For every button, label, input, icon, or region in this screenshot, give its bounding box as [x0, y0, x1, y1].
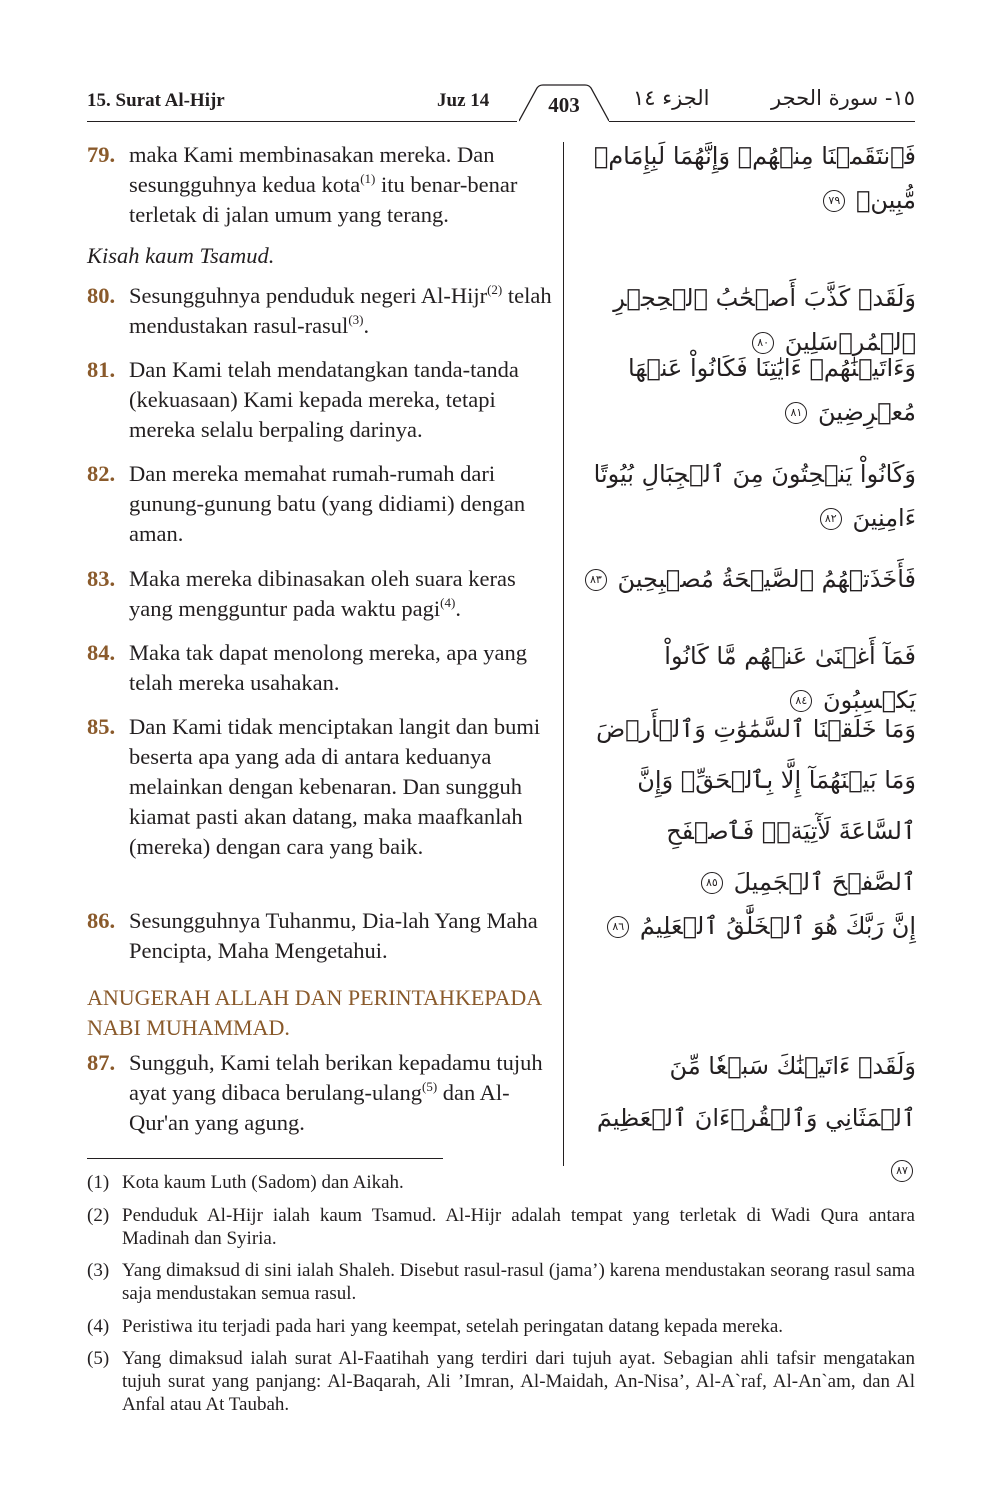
- verse-80: [87, 281, 557, 341]
- verse-text: Dan Kami tidak menciptakan langit dan bumi beserta apa yang ada di antara keduanya melainkan dengan kebenaran. Dan sungguh kiamat pasti akan datang, maka maafkanlah (mereka) dengan cara yang baik.: [129, 714, 541, 859]
- section-title: ANUGERAH ALLAH DAN PERINTAHKEPADA NABI MUHAMMAD.: [87, 985, 541, 1040]
- verse-82: [87, 459, 557, 549]
- verse-end-marker: ٨١: [785, 402, 807, 424]
- footnote-number: (3): [87, 1260, 110, 1281]
- arabic-verse-81: وَءَاتَيۡنَٰهُمۡ ءَايَٰتِنَا فَكَانُواْ عَنۡهَا مُعۡرِضِينَ ٨١: [628, 354, 916, 426]
- footnote-5: [87, 1347, 915, 1416]
- arabic-verse-86: إِنَّ رَبَّكَ هُوَ ٱلۡخَلَّٰقُ ٱلۡعَلِيمُ ٨٦: [578, 904, 916, 948]
- footnote-ref: (3): [348, 312, 364, 327]
- verse-text: Sesungguhnya penduduk negeri Al-Hijr$^{(2)}$ telah mendustakan rasul-rasul$^{(3)}$.: [129, 282, 552, 338]
- verse-number: 84.: [87, 640, 116, 665]
- arabic-verse-82: وَكَانُواْ يَنۡحِتُونَ مِنَ ٱلۡجِبَالِ بُيُوتًا ءَامِنِينَ ٨٢: [593, 460, 916, 532]
- verse-number: 83.: [87, 566, 116, 591]
- header-surah-title: 15. Surat Al-Hijr: [87, 90, 225, 111]
- verse-83: [87, 564, 557, 624]
- verse-85: [87, 712, 557, 862]
- verse-text: Sesungguhnya Tuhanmu, Dia-lah Yang Maha Pencipta, Maha Mengetahui.: [129, 908, 538, 963]
- verse-79: [87, 140, 557, 230]
- footnote-4: [87, 1315, 915, 1338]
- verse-number: 79.: [87, 142, 116, 167]
- verse-number: 86.: [87, 908, 116, 933]
- verse-text: maka Kami membinasakan mereka. Dan sesungguhnya kedua kota$^{(1)}$ itu benar-benar terletak di jalan umum yang terang.: [129, 142, 518, 227]
- page-number-tab: [519, 84, 609, 124]
- footnote-1: [87, 1171, 915, 1194]
- verse-end-marker: ٨٤: [790, 690, 812, 712]
- arabic-verse-80: وَلَقَدۡ كَذَّبَ أَصۡحَٰبُ ٱلۡحِجۡرِ ٱلۡمُرۡسَلِينَ ٨٠: [613, 284, 916, 356]
- arabic-verse-87: وَلَقَدۡ ءَاتَيۡنَٰكَ سَبۡعٗا مِّنَ ٱلۡمَثَانِي وَٱلۡقُرۡءَانَ ٱلۡعَظِيمَ ٨٧: [578, 1040, 916, 1196]
- verse-number: 85.: [87, 714, 116, 739]
- footnote-text: Kota kaum Luth (Sadom) dan Aikah.: [122, 1172, 404, 1193]
- footnote-text: Yang dimaksud di sini ialah Shaleh. Disebut rasul-rasul (jama’) karena mendustakan seorang rasul sama saja mendustakan semua rasul.: [122, 1260, 915, 1304]
- header-surah-arabic: ١٥- سورة الحجر: [770, 86, 915, 110]
- footnote-3: [87, 1259, 915, 1305]
- footnote-number: (4): [87, 1316, 110, 1337]
- footnote-rule: [87, 1158, 443, 1159]
- verse-end-marker: ٨٧: [891, 1160, 913, 1182]
- footnote-ref: (4): [440, 595, 456, 610]
- header-rule-right: [609, 121, 915, 122]
- verse-end-marker: ٨٥: [701, 872, 723, 894]
- footnote-ref: (1): [360, 171, 376, 186]
- verse-87: [87, 1048, 557, 1138]
- verse-86: [87, 906, 557, 966]
- page-header: [87, 84, 915, 124]
- story-heading: Kisah kaum Tsamud.: [87, 243, 275, 268]
- footnote-number: (5): [87, 1348, 110, 1369]
- verse-end-marker: ٨٢: [820, 508, 842, 530]
- verse-number: 82.: [87, 461, 116, 486]
- verse-end-marker: ٧٩: [823, 190, 845, 212]
- verse-text: Maka tak dapat menolong mereka, apa yang telah mereka usahakan.: [129, 640, 527, 695]
- arabic-verse-84: فَمَآ أَغۡنَىٰ عَنۡهُم مَّا كَانُواْ يَكۡسِبُونَ ٨٤: [664, 642, 916, 714]
- arabic-verse-85: وَمَا خَلَقۡنَا ٱلسَّمَٰوَٰتِ وَٱلۡأَرۡضَ وَمَا بَيۡنَهُمَآ إِلَّا بِٱلۡحَقِّۗ وَإِنَّ ٱلسَّاعَةَ لَأٓتِيَةٞۖ فَٱصۡفَحِ ٱلصَّفۡحَ ٱلۡجَمِيلَ ٨٥: [596, 715, 916, 896]
- footnote-text: Peristiwa itu terjadi pada hari yang keempat, setelah peringatan datang kepada mereka.: [122, 1316, 784, 1337]
- column-divider: [563, 142, 564, 1166]
- header-juz-arabic: الجزء ١٤: [633, 86, 710, 110]
- footnote-number: (2): [87, 1205, 110, 1226]
- arabic-verse-83: فَأَخَذَتۡهُمُ ٱلصَّيۡحَةُ مُصۡبِحِينَ ٨٣: [578, 557, 916, 601]
- verse-number: 80.: [87, 283, 116, 308]
- footnote-ref: (5): [422, 1079, 438, 1094]
- arabic-verse-79: فَٱنتَقَمۡنَا مِنۡهُمۡ وَإِنَّهُمَا لَبِإِمَامٖ مُّبِينٖ ٧٩: [593, 142, 916, 214]
- verse-end-marker: ٨٦: [607, 916, 629, 938]
- verse-81: [87, 355, 557, 445]
- footnote-text: Penduduk Al-Hijr ialah kaum Tsamud. Al-Hijr adalah tempat yang terletak di Wadi Qura antara Madinah dan Syiria.: [122, 1205, 915, 1249]
- verse-text: Maka mereka dibinasakan oleh suara keras yang mengguntur pada waktu pagi$^{(4)}$.: [129, 566, 516, 621]
- verse-text: Sungguh, Kami telah berikan kepadamu tujuh ayat yang dibaca berulang-ulang$^{(5)}$ dan Al-Qur'an yang agung.: [129, 1050, 543, 1135]
- header-rule-left: [87, 121, 517, 122]
- header-juz: Juz 14: [437, 90, 490, 111]
- verse-text: Dan Kami telah mendatangkan tanda-tanda (kekuasaan) Kami kepada mereka, tetapi mereka selalu berpaling darinya.: [129, 357, 519, 442]
- verse-84: [87, 638, 557, 698]
- verse-end-marker: ٨٠: [752, 332, 774, 354]
- verse-number: 87.: [87, 1050, 116, 1075]
- footnote-number: (1): [87, 1172, 110, 1193]
- footnote-2: [87, 1204, 915, 1250]
- footnote-ref: (2): [487, 282, 503, 297]
- page-number: 403: [548, 93, 580, 117]
- verse-end-marker: ٨٣: [585, 569, 607, 591]
- footnote-text: Yang dimaksud ialah surat Al-Faatihah yang terdiri dari tujuh ayat. Sebagian ahli tafsir mengatakan tujuh surat yang panjang: Al-Baqarah, Ali ’Imran, Al-Maidah, An-Nisa’, Al-A`raf, Al-An`am, dan Al Anfal atau At Taubah.: [122, 1348, 915, 1415]
- verse-text: Dan mereka memahat rumah-rumah dari gunung-gunung batu (yang didiami) dengan aman.: [129, 461, 526, 546]
- verse-number: 81.: [87, 357, 116, 382]
